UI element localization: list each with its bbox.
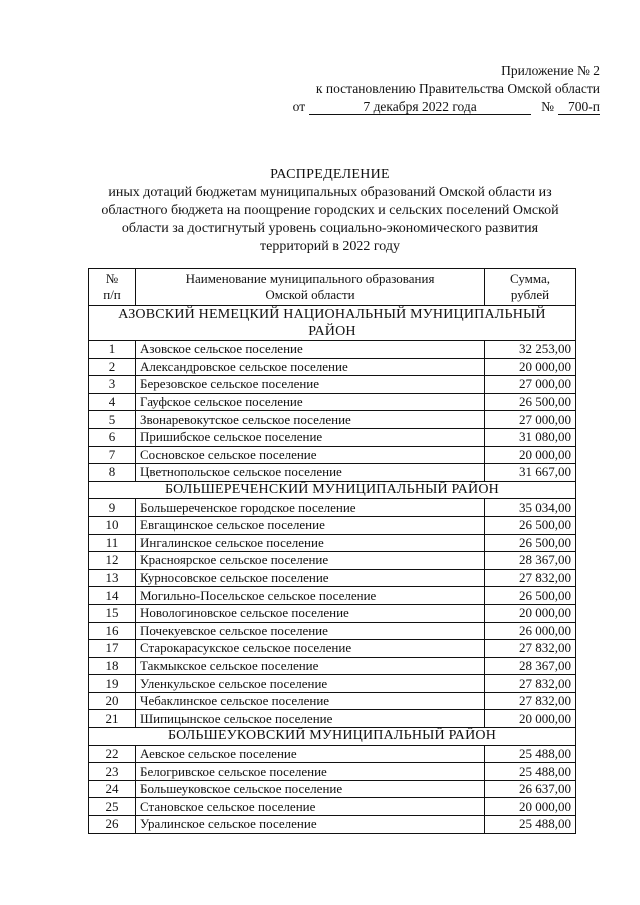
row-number: 21 [89, 710, 136, 728]
row-name: Пришибское сельское поселение [136, 428, 485, 446]
row-number: 17 [89, 640, 136, 658]
row-name: Звонаревокутское сельское поселение [136, 411, 485, 429]
row-sum: 27 000,00 [485, 376, 576, 394]
row-sum: 28 367,00 [485, 657, 576, 675]
table-row [89, 569, 576, 587]
row-number: 1 [89, 341, 136, 359]
row-name: Березовское сельское поселение [136, 376, 485, 394]
document-subtitle-line: области за достигнутый уровень социально-экономического развития [121, 221, 539, 236]
row-name: Александровское сельское поселение [136, 358, 485, 376]
row-sum: 27 832,00 [485, 640, 576, 658]
row-sum: 26 500,00 [485, 393, 576, 411]
row-sum: 28 367,00 [485, 552, 576, 570]
row-number: 3 [89, 376, 136, 394]
row-sum: 31 080,00 [485, 428, 576, 446]
row-sum: 32 253,00 [485, 341, 576, 359]
row-sum: 20 000,00 [485, 604, 576, 622]
table-row [89, 657, 576, 675]
table-row [89, 692, 576, 710]
row-name: Цветнопольское сельское поселение [136, 464, 485, 482]
row-sum: 31 667,00 [485, 464, 576, 482]
row-sum: 26 500,00 [485, 516, 576, 534]
row-sum: 27 000,00 [485, 411, 576, 429]
table-row [89, 798, 576, 816]
row-name: Чебаклинское сельское поселение [136, 692, 485, 710]
from-label: от [292, 99, 306, 114]
header-number-line2: п/п [103, 287, 121, 302]
row-number: 9 [89, 499, 136, 517]
row-sum: 20 000,00 [485, 798, 576, 816]
header-name-line2: Омской области [265, 287, 355, 302]
table-header-row [89, 269, 576, 306]
row-name: Уралинское сельское поселение [136, 816, 485, 834]
appendix-date-line [293, 98, 600, 116]
table-row [89, 516, 576, 534]
row-number: 18 [89, 657, 136, 675]
resolution-date: 7 декабря 2022 года [309, 99, 531, 115]
row-name: Красноярское сельское поселение [136, 552, 485, 570]
row-sum: 26 500,00 [485, 587, 576, 605]
row-name: Белогривское сельское поселение [136, 763, 485, 781]
row-name: Курносовское сельское поселение [136, 569, 485, 587]
row-name: Новологиновское сельское поселение [136, 604, 485, 622]
header-sum-line2: рублей [510, 287, 550, 302]
number-label: № [541, 99, 554, 114]
row-name: Старокарасукское сельское поселение [136, 640, 485, 658]
row-name: Азовское сельское поселение [136, 341, 485, 359]
row-number: 8 [89, 464, 136, 482]
header-sum-line1: Сумма, [509, 271, 551, 286]
row-number: 5 [89, 411, 136, 429]
table-row [89, 604, 576, 622]
table-row [89, 622, 576, 640]
appendix-header [293, 62, 600, 116]
row-sum: 20 000,00 [485, 358, 576, 376]
header-name [136, 269, 485, 306]
row-name: Гауфское сельское поселение [136, 393, 485, 411]
header-name-line1: Наименование муниципального образования [185, 271, 435, 286]
district-name: БОЛЬШЕРЕЧЕНСКИЙ МУНИЦИПАЛЬНЫЙ РАЙОН [89, 481, 576, 499]
table-row [89, 675, 576, 693]
table-row [89, 464, 576, 482]
row-sum: 26 637,00 [485, 780, 576, 798]
table-row [89, 341, 576, 359]
header-number [89, 269, 136, 306]
row-sum: 20 000,00 [485, 710, 576, 728]
document-title: РАСПРЕДЕЛЕНИЕ [270, 167, 390, 182]
row-name: Уленкульское сельское поселение [136, 675, 485, 693]
row-name: Такмыкское сельское поселение [136, 657, 485, 675]
district-row [89, 481, 576, 499]
row-number: 10 [89, 516, 136, 534]
table-row [89, 376, 576, 394]
row-sum: 35 034,00 [485, 499, 576, 517]
row-sum: 26 500,00 [485, 534, 576, 552]
header-sum [485, 269, 576, 306]
row-number: 13 [89, 569, 136, 587]
row-number: 4 [89, 393, 136, 411]
table-row [89, 358, 576, 376]
district-name: АЗОВСКИЙ НЕМЕЦКИЙ НАЦИОНАЛЬНЫЙ МУНИЦИПАЛЬНЫЙ РАЙОН [89, 306, 576, 341]
appendix-number: Приложение № 2 [501, 63, 600, 78]
row-sum: 25 488,00 [485, 745, 576, 763]
row-number: 24 [89, 780, 136, 798]
table-body [89, 306, 576, 834]
table-row [89, 393, 576, 411]
row-name: Сосновское сельское поселение [136, 446, 485, 464]
row-number: 14 [89, 587, 136, 605]
row-name: Ингалинское сельское поселение [136, 534, 485, 552]
table-row [89, 780, 576, 798]
district-name: БОЛЬШЕУКОВСКИЙ МУНИЦИПАЛЬНЫЙ РАЙОН [89, 728, 576, 746]
row-number: 23 [89, 763, 136, 781]
table-row [89, 763, 576, 781]
row-number: 19 [89, 675, 136, 693]
row-number: 2 [89, 358, 136, 376]
row-number: 6 [89, 428, 136, 446]
row-number: 7 [89, 446, 136, 464]
row-sum: 27 832,00 [485, 692, 576, 710]
table-row [89, 587, 576, 605]
row-sum: 25 488,00 [485, 763, 576, 781]
row-sum: 26 000,00 [485, 622, 576, 640]
row-name: Становское сельское поселение [136, 798, 485, 816]
row-name: Аевское сельское поселение [136, 745, 485, 763]
row-name: Могильно-Посельское сельское поселение [136, 587, 485, 605]
document-subtitle-line: территорий в 2022 году [260, 239, 400, 254]
table-row [89, 816, 576, 834]
table-row [89, 745, 576, 763]
row-name: Большеуковское сельское поселение [136, 780, 485, 798]
row-number: 26 [89, 816, 136, 834]
row-name: Евгащинское сельское поселение [136, 516, 485, 534]
document-subtitle-line: областного бюджета на поощрение городских и сельских поселений Омской [101, 203, 559, 218]
district-row [89, 728, 576, 746]
row-number: 25 [89, 798, 136, 816]
row-sum: 27 832,00 [485, 569, 576, 587]
table-row [89, 411, 576, 429]
table-row [89, 640, 576, 658]
row-name: Почекуевское сельское поселение [136, 622, 485, 640]
row-number: 12 [89, 552, 136, 570]
document-heading [80, 166, 580, 256]
row-sum: 20 000,00 [485, 446, 576, 464]
row-number: 15 [89, 604, 136, 622]
appendix-resolution: к постановлению Правительства Омской области [315, 81, 600, 96]
district-row [89, 306, 576, 341]
table-row [89, 446, 576, 464]
document-subtitle-line: иных дотаций бюджетам муниципальных образований Омской области из [108, 185, 552, 200]
table-row [89, 428, 576, 446]
header-number-line1: № [105, 271, 119, 286]
table-row [89, 499, 576, 517]
row-number: 16 [89, 622, 136, 640]
row-number: 11 [89, 534, 136, 552]
row-sum: 27 832,00 [485, 675, 576, 693]
row-name: Большереченское городское поселение [136, 499, 485, 517]
resolution-number: 700-п [558, 99, 600, 115]
row-number: 20 [89, 692, 136, 710]
row-name: Шипицынское сельское поселение [136, 710, 485, 728]
row-sum: 25 488,00 [485, 816, 576, 834]
table-row [89, 534, 576, 552]
table-row [89, 710, 576, 728]
table-row [89, 552, 576, 570]
distribution-table [88, 268, 576, 834]
row-number: 22 [89, 745, 136, 763]
